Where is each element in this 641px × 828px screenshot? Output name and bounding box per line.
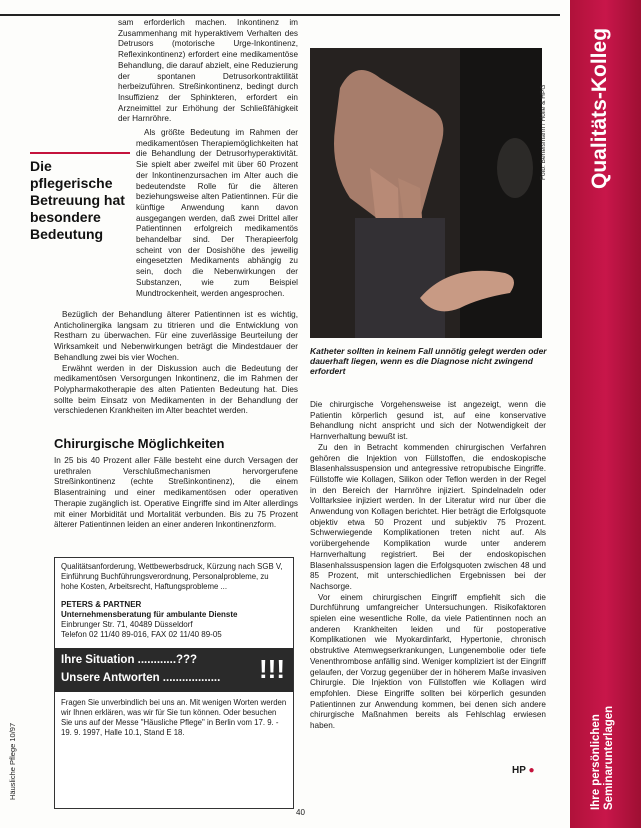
right-paragraph-1: Die chirurgische Vorgehensweise ist angezeigt, wenn die Patientin körperlich gesund ist, auf eine konservative Behandlung nicht anspricht und sich der Notwendigkeit der Harnverhaltung bewußt ist. xyxy=(310,400,546,442)
pullquote: Die pflegerische Betreuung hat besondere Bedeutung xyxy=(30,152,130,243)
ad-dark-banner xyxy=(55,648,293,692)
left-column-mid xyxy=(54,310,298,417)
end-dot-icon: ● xyxy=(528,765,535,776)
ad-bottom-text: Fragen Sie unverbindlich bei uns an. Mit wenigen Worten werden wir Ihnen erklären, was wir für Sie tun können. Oder besuchen Sie uns auf der Messe "Häusliche Pflege" in Berlin vom 17. 9. - 19. 9. 1997, Halle 10.1, Stand E 18. xyxy=(61,698,287,737)
photo xyxy=(310,48,542,338)
hand-image xyxy=(310,48,542,338)
ad-top-text: Qualitätsanforderung, Wettbewerbsdruck, Kürzung nach SGB V, Einführung Buchführungsverordnung, Personalprobleme, zu hohe Kosten, Arbeitsrecht, Haftungsprobleme ... xyxy=(61,562,283,591)
photo-caption: Katheter sollten in keinem Fall unnötig gelegt werden oder dauerhaft liegen, wenn es die Diagnose nicht zwingend erfordert xyxy=(310,346,547,377)
page-number: 40 xyxy=(296,808,305,817)
ad-company-sub: Unternehmensberatung für ambulante Dienste xyxy=(61,610,238,619)
right-paragraph-3: Vor einem chirurgischen Eingriff empfiehlt sich die Durchführung umfangreicher Untersuchungen. Risikofaktoren spielen eine wesentliche Rolle, da viele Patientinnen noch an anderen Krankheiten leiden und für postoperative Komplikationen wie Myokardinfarkt, Hypertonie, chronisch obstruktive Atemwegserkrankungen, Lungenembolie oder tiefe Venenthrombose anfällig sind. Weniger kompliziert ist der Eingriff gelaufen, der Vorzug gegenüber der in höherem Maße invasiven Chirurgie. Die Injektion von Füllstoffen wie Kollagen wird empfohlen. Diese Eingriffe sollten bei körperlich gesunden Patientinnen zur Anwendung kommen, bei denen sich andere chirurgische Maßnahmen bereits als Fehlschlag erwiesen haben. xyxy=(310,592,546,731)
ad-company-name: PETERS & PARTNER xyxy=(61,600,142,609)
left-column-bottom xyxy=(54,456,298,531)
left-column-top xyxy=(118,18,298,125)
ad-phone: Telefon 02 11/40 89-016, FAX 02 11/40 89-05 xyxy=(61,630,222,639)
ad-answers: Unsere Antworten .................. xyxy=(61,672,221,684)
top-rule xyxy=(0,14,560,16)
ad-box xyxy=(54,557,294,809)
left-paragraph-4: Erwähnt werden in der Diskussion auch die Bedeutung der medikamentösen Versorgungen Inkontinenz, die im Rahmen der Polypharmakotherapie des alten Patienten Bedeutung hat. Dies sollte beim Einsatz von Medikamenten in der Behandlung der verschiedenen Krankheiten im Alter beachtet werden. xyxy=(54,363,298,416)
ad-company xyxy=(55,596,293,642)
sidebar xyxy=(570,0,641,828)
right-paragraph-2: Zu den in Betracht kommenden chirurgischen Verfahren gehören die Injektion von Füllstoffen, die endoskopische Blasenhalssuspension und antegressive retropubische Eingriffe. Füllstoffe wie Kollagen, Silikon oder Teflon werden in der Regel in den Bereich der Harnröhre injiziert. Spindelnadeln oder Volltarksiee injiziert werden. In der Literatur wird nur über die Anwendung von Kollagen berichtet. Hier beträgt die Erfolgsquote objektiv etwa 50 Prozent und subjektiv 75 Prozent. Schwerwiegende Komplikationen treten nicht auf. Als vorübergehende Komplikation wurde unter anderem Harnverhaltung registriert. Bei der endoskopischen Blasenhalssuspension lagen die Erfolgsquoten zwischen 48 und 85 Prozent, mit unterschiedlichen Ergebnissen bei der Nachsorge. xyxy=(310,442,546,591)
left-column-wrap xyxy=(136,128,298,299)
section-heading: Chirurgische Möglichkeiten xyxy=(54,436,225,451)
ad-exclamation: !!! xyxy=(259,654,285,684)
left-paragraph-1: sam erforderlich machen. Inkontinenz im Zusammenhang mit hyperaktivem Verhalten des Detrusors (motorische Urge-Inkontinenz, Reflexinkontinenz) erfordert eine medikamentöse Behandlung, die darauf abzielt, eine Reduzierung der spontanen Detrusorkontraktilität herbeizuführen. Streßinkontinenz, bedingt durch Insuffizienz der Sphinkteren, erfordert ein Arzneimittel zur Erhöhung der Schließfähigkeit der Harnröhre. xyxy=(118,18,298,124)
ad-situation: Ihre Situation ............??? xyxy=(61,654,198,666)
sidebar-footer: Ihre persönlichen Seminarunterlagen xyxy=(590,705,615,810)
end-mark xyxy=(512,765,535,776)
photo-credit: Foto: Bertelsmann / Holle & HPG xyxy=(540,84,547,180)
journal-reference: Häusliche Pflege 10/97 xyxy=(8,722,17,800)
left-paragraph-2: Als größte Bedeutung im Rahmen der medikamentösen Therapiemöglichkeiten hat die Behandlung der Detrusorhyperaktivität. Sie spielt aber zweifel mit über 60 Prozent der Inkontinenzursachen im Alter auch die bedeutendste Rolle für die älteren beziehungsweise alten Patientinnen. Für die künftige Anwendung kann davon ausgegangen werden, daß zwei Drittel aller Patientinnen erfolgreich medikamentös behandelbar sind. Der Therapieerfolg scheint von der Dosishöhe des jeweilig eingesetzten Medikaments abhängig zu sein, doch die Nebenwirkungen der Substanzen, wie zum Beispiel Mundtrockenheit, werden angesprochen. xyxy=(136,128,298,298)
sidebar-title: Qualitäts-Kolleg xyxy=(588,28,611,190)
heading-paragraph: In 25 bis 40 Prozent aller Fälle besteht eine durch Versagen der urethralen Verschlußmechanismen hervorgerufene Streßinkontinenz (echte Streßinkontinenz), die einem Blasentraining und einer medikamentösen oder operativen Therapie zugänglich ist. Operative Eingriffe sind im Alter allerdings mit einer Morbidität und Mortalität verbunden. Bis zu 75 Prozent älterer Patientinnen leiden an einer anderen Inkontinenzform. xyxy=(54,456,298,530)
right-column xyxy=(310,400,546,732)
end-mark-text: HP xyxy=(512,765,526,776)
left-paragraph-3: Bezüglich der Behandlung älterer Patientinnen ist es wichtig, Anticholinergika langsam zu titrieren und die Entwicklung von Restharn zu überwachen. Für eine zuverlässige Beurteilung der Wirksamkeit und Nebenwirkungen beträgt die Mindestdauer der Behandlung zwei bis vier Wochen. xyxy=(54,310,298,362)
ad-address: Einbrunger Str. 71, 40489 Düsseldorf xyxy=(61,620,193,629)
